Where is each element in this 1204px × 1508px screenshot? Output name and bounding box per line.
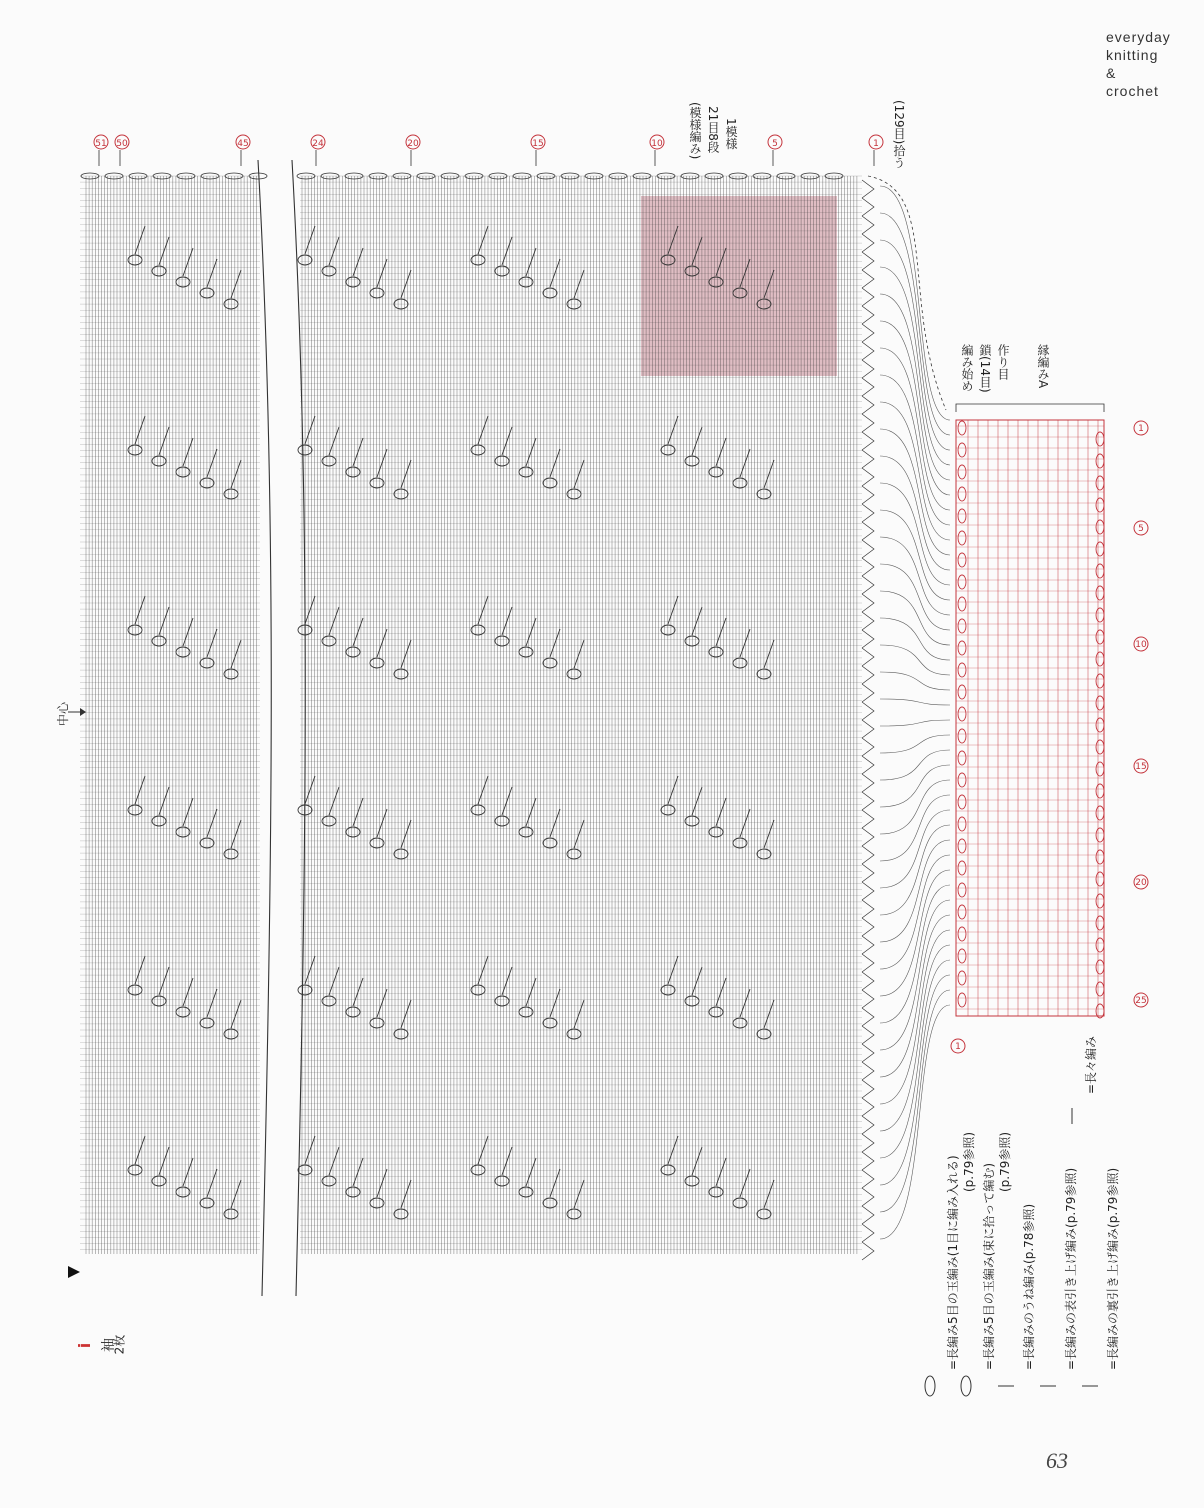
edging-turn-chain [1096,960,1104,974]
edge-zigzag [862,378,874,396]
edge-zigzag [862,342,874,360]
row-marker-number: 5 [772,139,778,149]
popcorn-stitch [224,1029,238,1039]
edge-zigzag [862,882,874,900]
popcorn-stitch [176,1007,190,1017]
diagonal-stitch [329,427,339,455]
popcorn-stitch [685,456,699,466]
diagonal-stitch [135,416,145,444]
edge-zigzag [862,828,874,846]
edging-turn-chain [958,839,966,853]
edging-turn-chain [958,575,966,589]
edging-turn-chain [1096,652,1104,666]
edge-zigzag [862,1206,874,1224]
diagonal-stitch [231,270,241,298]
join-line [880,672,950,690]
legend-text-4: =長編みの表引き上げ編み(p.79参照) [1064,1167,1078,1370]
edge-zigzag [862,1026,874,1044]
popcorn-stitch [176,647,190,657]
edge-zigzag [862,990,874,1008]
edge-zigzag [862,738,874,756]
row-marker-number: 24 [312,139,324,149]
edging-turn-chain [1096,894,1104,908]
edge-zigzag [862,540,874,558]
join-line [880,810,950,888]
edging-turn-chain [958,619,966,633]
edging-turn-chain [958,509,966,523]
popcorn-stitch [176,467,190,477]
diagonal-stitch [231,820,241,848]
diagonal-stitch [692,1147,702,1175]
diagonal-stitch [550,1169,560,1197]
edge-zigzag [862,648,874,666]
popcorn-stitch [322,816,336,826]
popcorn-stitch [733,838,747,848]
edge-zigzag [862,702,874,720]
edge-zigzag [862,1062,874,1080]
legend-text-1: =長編み5目の玉編み(1目に編み入れる) [946,1155,960,1370]
popcorn-stitch [471,445,485,455]
edging-turn-chain [958,905,966,919]
diagonal-stitch [135,956,145,984]
edging-turn-chain [1096,806,1104,820]
brand-line: everyday [1106,29,1171,45]
join-line [880,735,950,753]
edge-zigzag [862,504,874,522]
join-line [880,537,950,615]
diagonal-stitch [478,416,488,444]
pattern-label-2: 21目8段 [706,106,720,153]
edging-bracket [956,404,1104,412]
popcorn-stitch [519,277,533,287]
join-line [880,456,950,570]
row-marker-number: 51 [95,139,107,149]
diagonal-stitch [305,776,315,804]
center-label: 中心 [56,701,70,726]
edge-zigzag [862,396,874,414]
row-marker-number: 50 [116,139,128,149]
diagonal-stitch [231,640,241,668]
popcorn-stitch [471,1165,485,1175]
edge-zigzag [862,1224,874,1242]
edge-zigzag [862,198,874,216]
edge-zigzag [862,630,874,648]
edging-turn-chain [1096,542,1104,556]
edging-turn-chain [958,707,966,721]
diagonal-stitch [305,596,315,624]
join-line [880,750,950,780]
edging-turn-chain [958,817,966,831]
join-line [880,885,950,1023]
edging-turn-chain [1096,630,1104,644]
diagonal-stitch [668,956,678,984]
popcorn-stitch [128,445,142,455]
edging-marker-number: 10 [1135,640,1147,650]
join-line [880,765,950,807]
row-marker-number: 10 [651,139,663,149]
diagonal-stitch [574,1180,584,1208]
edging-marker-number: 5 [1138,524,1144,534]
diagonal-stitch [207,259,217,287]
row-marker-number: 20 [407,139,419,149]
edge-zigzag [862,216,874,234]
edging-turn-chain [958,663,966,677]
popcorn-stitch [519,827,533,837]
join-line [880,510,950,600]
edging-turn-chain [958,465,966,479]
edging-turn-chain [1096,828,1104,842]
edge-zigzag [862,576,874,594]
edge-zigzag [862,666,874,684]
edging-turn-chain [958,795,966,809]
popcorn-stitch [733,658,747,668]
start-marker [68,1266,80,1278]
edge-zigzag [862,792,874,810]
edge-zigzag [862,846,874,864]
join-line [880,591,950,645]
page-number: 63 [1046,1448,1068,1473]
diagonal-stitch [478,776,488,804]
edging-turn-chain [1096,938,1104,952]
edging-turn-chain [1096,454,1104,468]
diagonal-stitch [574,640,584,668]
diagonal-stitch [135,776,145,804]
popcorn-stitch [224,1209,238,1219]
diagonal-stitch [329,787,339,815]
popcorn-stitch [567,489,581,499]
edging-marker-number: 20 [1135,878,1147,888]
diagonal-stitch [135,1136,145,1164]
diagonal-stitch [401,820,411,848]
edge-zigzag [862,270,874,288]
diagonal-stitch [207,629,217,657]
edging-turn-chain [1096,784,1104,798]
join-line [880,825,950,915]
edging-turn-chain [958,487,966,501]
diagonal-stitch [478,596,488,624]
popcorn-stitch [176,277,190,287]
popcorn-stitch [322,1176,336,1186]
edge-zigzag [862,558,874,576]
edging-turn-chain [958,641,966,655]
edging-turn-chain [1096,608,1104,622]
edging-turn-chain [1096,850,1104,864]
popcorn-stitch [685,816,699,826]
edging-marker-number: 1 [1138,424,1144,434]
edge-zigzag [862,486,874,504]
popcorn-stitch [370,838,384,848]
center-arrow-head [80,708,86,716]
diagonal-stitch [764,1180,774,1208]
join-line [880,720,950,726]
popcorn-stitch [370,288,384,298]
diagonal-stitch [207,989,217,1017]
legend-text-3: =長編みのうね編み(p.78参照) [1022,1203,1036,1370]
diagonal-stitch [135,226,145,254]
edging-turn-chain [1096,674,1104,688]
popcorn-stitch [685,1176,699,1186]
diagonal-stitch [401,1180,411,1208]
edge-zigzag [862,288,874,306]
edge-zigzag [862,1008,874,1026]
edging-turn-chain [958,443,966,457]
edge-zigzag [862,1170,874,1188]
join-line [880,645,950,675]
diagonal-stitch [550,989,560,1017]
popcorn-stitch [128,805,142,815]
diagonal-stitch [550,629,560,657]
edging-turn-chain [958,883,966,897]
edging-turn-chain [958,685,966,699]
edging-turn-chain [958,971,966,985]
legend-treble-text: =長々編み [1084,1035,1098,1094]
diagonal-stitch [329,967,339,995]
edge-zigzag [862,1134,874,1152]
popcorn-stitch [567,1209,581,1219]
diagonal-stitch [668,776,678,804]
row-marker-number: 15 [532,139,544,149]
diagonal-stitch [550,809,560,837]
edging-label-name: 縁編みA [1036,344,1050,389]
diagonal-stitch [207,809,217,837]
diagonal-stitch [329,237,339,265]
sheet-count: 2枚 [112,1334,127,1355]
diagonal-stitch [329,1147,339,1175]
edging-turn-chain [1096,916,1104,930]
edge-zigzag [862,1116,874,1134]
edging-turn-chain [958,927,966,941]
edging-turn-chain [958,861,966,875]
edge-zigzag [862,936,874,954]
edge-zigzag [862,972,874,990]
edge-zigzag [862,684,874,702]
edging-turn-chain [1096,586,1104,600]
edging-turn-chain [1096,432,1104,446]
popcorn-stitch [567,669,581,679]
diagonal-stitch [231,460,241,488]
edging-turn-chain [958,729,966,743]
edging-label-foundation: 作り目 [996,344,1010,380]
diagonal-stitch [574,460,584,488]
edging-turn-chain [1096,718,1104,732]
popcorn-stitch [471,255,485,265]
edge-zigzag [862,1242,874,1260]
popcorn-stitch [322,636,336,646]
edging-label-start: 編み始め [960,344,974,392]
edge-zigzag [862,468,874,486]
chart-title-letter: i [75,1342,95,1349]
edging-marker-number: 25 [1135,996,1147,1006]
popcorn-stitch [322,996,336,1006]
edging-turn-chain [1096,696,1104,710]
diagonal-stitch [401,270,411,298]
edging-turn-chain [958,531,966,545]
pattern-label-1: (模様編み) [688,102,702,160]
popcorn-stitch [685,636,699,646]
edge-zigzag [862,720,874,738]
popcorn-stitch [224,489,238,499]
edging-turn-chain [1096,872,1104,886]
edge-zigzag [862,918,874,936]
popcorn-stitch [176,827,190,837]
edging-turn-chain [1096,762,1104,776]
join-line [880,699,950,705]
legend-text-2: =長編み5目の玉編み(束に拾って編む) [982,1162,996,1370]
edging-marker-number: 1 [955,1042,961,1052]
edge-zigzag [862,324,874,342]
edge-zigzag [862,252,874,270]
chart-title-name: 袖 [101,1338,117,1352]
diagonal-stitch [478,956,488,984]
edge-zigzag [862,1152,874,1170]
join-line [880,267,950,465]
edge-zigzag [862,954,874,972]
edge-zigzag [862,864,874,882]
join-line [880,375,950,525]
join-line [880,402,950,540]
diagonal-stitch [574,270,584,298]
edging-turn-chain [958,597,966,611]
popcorn-stitch [567,849,581,859]
diagonal-stitch [478,226,488,254]
diagonal-stitch [574,820,584,848]
diagonal-stitch [764,820,774,848]
edge-zigzag [862,234,874,252]
diagonal-stitch [207,1169,217,1197]
pickup-label: (129目)拾う [892,100,906,169]
edging-turn-chain [958,993,966,1007]
diagonal-stitch [401,640,411,668]
popcorn-stitch [685,996,699,1006]
legend-text-5: =長編みの裏引き上げ編み(p.79参照) [1106,1167,1120,1370]
popcorn-stitch [322,456,336,466]
edging-label-chain: 鎖(14目) [978,344,992,393]
edge-zigzag [862,612,874,630]
edge-zigzag [862,450,874,468]
edge-zigzag [862,1098,874,1116]
diagonal-stitch [401,460,411,488]
edge-zigzag [862,522,874,540]
row-marker-number: 1 [873,139,879,149]
edging-turn-chain [1096,740,1104,754]
join-line [880,780,950,834]
edge-zigzag [862,180,874,198]
legend-symbol [961,1376,971,1396]
edge-zigzag [862,594,874,612]
edging-turn-chain [1096,520,1104,534]
edge-zigzag [862,432,874,450]
row-marker-number: 45 [237,139,249,149]
edging-turn-chain [958,751,966,765]
join-line [880,900,950,1050]
diagonal-stitch [668,596,678,624]
diagonal-stitch [305,416,315,444]
diagonal-stitch [135,596,145,624]
edging-turn-chain [958,949,966,963]
edge-zigzag [862,774,874,792]
edging-turn-chain [1096,564,1104,578]
popcorn-stitch [370,1198,384,1208]
diagonal-stitch [692,787,702,815]
edging-turn-chain [958,773,966,787]
edge-zigzag [862,810,874,828]
join-line [880,618,950,660]
popcorn-stitch [519,467,533,477]
edging-turn-chain [1096,982,1104,996]
diagonal-stitch [207,449,217,477]
legend-ref-1: (p.79参照) [962,1131,976,1192]
popcorn-stitch [519,1007,533,1017]
edge-zigzag [862,360,874,378]
brand-line: knitting [1106,47,1159,63]
edge-zigzag [862,1044,874,1062]
edging-turn-chain [958,553,966,567]
diagonal-stitch [329,607,339,635]
diagonal-stitch [305,226,315,254]
join-line [880,855,950,969]
popcorn-stitch [733,478,747,488]
popcorn-stitch [128,255,142,265]
diagonal-stitch [692,967,702,995]
diagonal-stitch [764,640,774,668]
popcorn-stitch [471,805,485,815]
diagonal-stitch [668,416,678,444]
break-line-right [292,160,305,1296]
legend-ref-2: (p.79参照) [998,1131,1012,1192]
edge-zigzag [862,414,874,432]
diagonal-stitch [550,449,560,477]
diagonal-stitch [692,427,702,455]
diagonal-stitch [764,460,774,488]
brand-block [1106,28,1196,100]
edge-zigzag [862,900,874,918]
popcorn-stitch [370,478,384,488]
edge-zigzag [862,306,874,324]
popcorn-stitch [128,1165,142,1175]
popcorn-stitch [519,647,533,657]
diagonal-stitch [305,956,315,984]
edging-marker-number: 15 [1135,762,1147,772]
edging-turn-chain [1096,498,1104,512]
edge-zigzag [862,1188,874,1206]
edge-zigzag [862,756,874,774]
popcorn-stitch [370,658,384,668]
diagonal-stitch [305,1136,315,1164]
diagonal-stitch [692,607,702,635]
edging-turn-chain [1096,476,1104,490]
diagonal-stitch [478,1136,488,1164]
diagonal-stitch [231,1180,241,1208]
diagonal-stitch [550,259,560,287]
legend-symbol [925,1376,935,1396]
pattern-label-3: 1模様 [724,118,738,150]
popcorn-stitch [567,1029,581,1039]
join-line [880,960,950,1158]
brand-line: crochet [1106,83,1159,99]
popcorn-stitch [224,669,238,679]
edging-turn-chain [958,421,966,435]
popcorn-stitch [224,849,238,859]
diagonal-stitch [668,1136,678,1164]
popcorn-stitch [733,1198,747,1208]
popcorn-stitch [370,1018,384,1028]
brand-line: & [1106,65,1117,81]
popcorn-stitch [733,1018,747,1028]
edge-zigzag [862,1080,874,1098]
